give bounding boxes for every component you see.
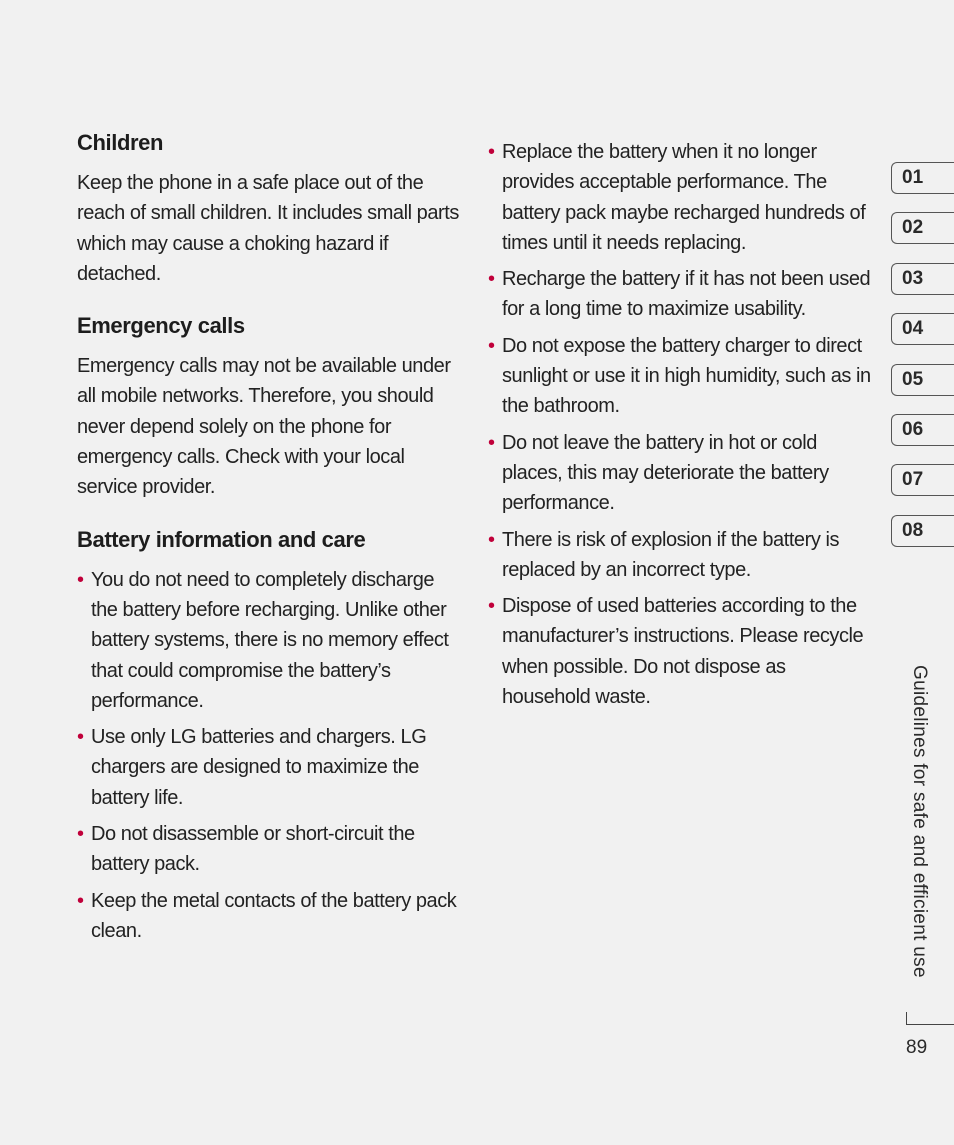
list-item-text: You do not need to completely discharge the battery before recharging. Unlike other battery systems, there is no memory effect that could compromise the battery’s performance. xyxy=(91,568,449,712)
children-paragraph: Keep the phone in a safe place out of the reach of small children. It includes small parts which may cause a choking hazard if detached. xyxy=(77,172,459,285)
list-item-text: Do not expose the battery charger to direct sunlight or use it in high humidity, such as in the bathroom. xyxy=(502,334,871,418)
list-item xyxy=(488,428,873,519)
section-emergency-calls xyxy=(77,311,462,502)
right-column xyxy=(488,137,873,718)
footer-divider xyxy=(906,1024,954,1025)
bullet-icon: • xyxy=(488,431,495,454)
list-item xyxy=(77,565,462,716)
chapter-tabs xyxy=(891,162,954,565)
list-item xyxy=(77,819,462,880)
bullet-icon: • xyxy=(488,268,495,291)
chapter-tab-03[interactable]: 03 xyxy=(891,263,954,295)
bullet-icon: • xyxy=(488,141,495,163)
chapter-tab-01[interactable]: 01 xyxy=(891,162,954,194)
section-children xyxy=(77,128,462,289)
list-item-text: There is risk of explosion if the battery is replaced by an incorrect type. xyxy=(502,528,840,581)
footer-divider-vertical xyxy=(906,1012,907,1024)
list-item-text: Use only LG batteries and chargers. LG chargers are designed to maximize the battery life. xyxy=(91,726,427,809)
list-item xyxy=(77,886,462,947)
heading-emergency-calls: Emergency calls xyxy=(77,313,245,339)
chapter-tab-06[interactable]: 06 xyxy=(891,414,954,446)
list-item xyxy=(488,137,873,258)
list-item-text: Replace the battery when it no longer provides acceptable performance. The battery pack maybe recharged hundreds of times until it needs replacing. xyxy=(502,141,866,254)
battery-bullet-list-continued xyxy=(488,137,873,712)
section-battery-care xyxy=(77,525,462,947)
bullet-icon: • xyxy=(77,823,84,846)
chapter-tab-04[interactable]: 04 xyxy=(891,313,954,345)
list-item xyxy=(488,591,873,712)
bullet-icon: • xyxy=(77,568,84,591)
list-item-text: Dispose of used batteries according to the manufacturer’s instructions. Please recycle when possible. Do not dispose as household waste. xyxy=(502,595,864,709)
list-item xyxy=(488,264,873,325)
chapter-tab-08[interactable]: 08 xyxy=(891,515,954,547)
heading-battery-care: Battery information and care xyxy=(77,526,366,552)
left-column xyxy=(77,128,462,968)
chapter-tab-02[interactable]: 02 xyxy=(891,212,954,244)
chapter-tab-05[interactable]: 05 xyxy=(891,364,954,396)
emergency-paragraph: Emergency calls may not be available under all mobile networks. Therefore, you should never depend solely on the phone for emergency calls. Check with your local service provider. xyxy=(77,355,451,499)
page-number: 89 xyxy=(906,1037,928,1058)
bullet-icon: • xyxy=(488,595,495,618)
list-item xyxy=(488,525,873,586)
bullet-icon: • xyxy=(77,726,84,749)
list-item xyxy=(77,722,462,813)
list-item xyxy=(488,331,873,422)
bullet-icon: • xyxy=(488,528,495,551)
list-item-text: Do not leave the battery in hot or cold places, this may deteriorate the battery performance. xyxy=(502,431,829,515)
list-item-text: Do not disassemble or short-circuit the battery pack. xyxy=(91,823,415,876)
chapter-tab-07[interactable]: 07 xyxy=(891,464,954,496)
list-item-text: Keep the metal contacts of the battery pack clean. xyxy=(91,889,457,942)
bullet-icon: • xyxy=(77,889,84,912)
heading-children: Children xyxy=(77,130,164,155)
bullet-icon: • xyxy=(488,334,495,357)
list-item-text: Recharge the battery if it has not been used for a long time to maximize usability. xyxy=(502,268,871,321)
battery-bullet-list xyxy=(77,565,462,947)
chapter-side-title: Guidelines for safe and efficient use xyxy=(909,665,930,978)
